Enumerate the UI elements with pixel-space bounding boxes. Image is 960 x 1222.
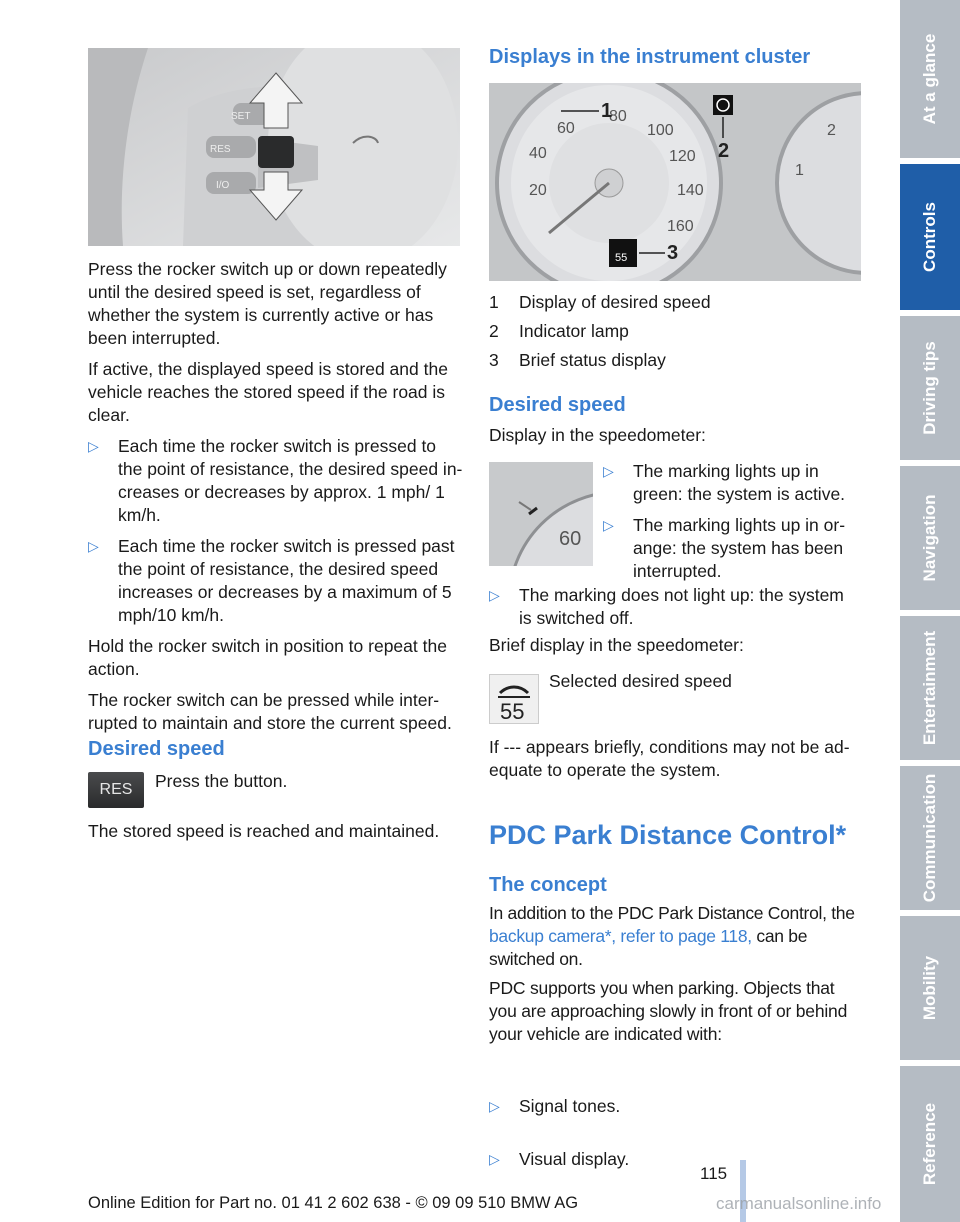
selected-speed-value: 55 [500,699,525,723]
triangle-bullet-icon: ▷ [489,587,500,603]
wheel-label-io: I/O [216,180,230,191]
rocker-para-2: If active, the displayed speed is stored and the vehicle reaches the stored speed if the road is clear. [88,359,448,425]
list-item: 3 Brief status display [489,350,666,370]
list-item: ▷ The marking does not light up: the system is switched off. [489,585,844,628]
speedometer-marking-figure [489,462,593,566]
legend-list [489,291,861,378]
tab-navigation[interactable]: Navigation [900,466,960,610]
list-item: 2 Indicator lamp [489,321,629,341]
press-button-text: Press the button. [155,771,288,791]
tab-reference[interactable]: Reference [900,1066,960,1222]
triangle-bullet-icon: ▷ [603,463,614,479]
selected-speed-icon [489,674,539,724]
chapter-tabs [900,0,960,1222]
callout-1: 1 [601,100,613,122]
pdc-para: PDC supports you when parking. Objects that you are approaching slowly in front of or behind your vehicle are indicated with: [489,978,848,1044]
speedo-tick: 140 [677,182,704,199]
rocker-para-1: Press the rocker switch up or down repeatedly until the desired speed is set, regardless of whether the system is currently active or has been interrupted. [88,259,447,348]
tab-entertainment[interactable]: Entertainment [900,616,960,760]
callout-2: 2 [718,140,730,162]
list-item: 1 Display of desired speed [489,292,711,312]
speedo-tick: 20 [529,182,547,199]
list-item: ▷ Each time the rocker switch is pressed past the point of resistance, the desired speed increases or decreases by a maximum of 5 mph/10 km/h. [88,536,455,625]
display-in-speedometer-text: Display in the speedometer: [489,425,706,445]
tab-driving-tips[interactable]: Driving tips [900,316,960,460]
speedo-tick: 40 [529,145,547,162]
speedo-tick: 120 [669,148,696,165]
triangle-bullet-icon: ▷ [603,517,614,533]
edition-footer: Online Edition for Part no. 01 41 2 602 638 - © 09 09 510 BMW AG [88,1194,579,1212]
watermark: carmanualsonline.info [716,1194,882,1213]
tab-communication[interactable]: Communication [900,766,960,910]
pdc-heading: PDC Park Distance Control* [489,820,847,850]
displays-heading: Displays in the instrument cluster [489,46,811,68]
rocker-para-4: The rocker switch can be pressed while inter-rupted to maintain and store the current speed. [88,690,452,733]
instrument-cluster-figure [489,83,861,281]
tab-mobility[interactable]: Mobility [900,916,960,1060]
wheel-label-set: SET [231,111,251,122]
triangle-bullet-icon: ▷ [88,438,99,454]
if-dashes-text: If --- appears briefly, conditions may not be ad-equate to operate the system. [489,737,850,780]
tacho-tick: 1 [795,162,804,179]
cluster-illustration [489,83,861,281]
desired-speed-heading-left: Desired speed [88,738,225,760]
steering-wheel-figure [88,48,460,246]
tab-at-a-glance[interactable]: At a glance [900,0,960,158]
stored-speed-text: The stored speed is reached and maintained. [88,821,440,841]
marking-tick-value: 60 [559,528,582,550]
rocker-para-3: Hold the rocker switch in position to repeat the action. [88,636,447,679]
backup-camera-link[interactable]: backup camera*, refer to page 118, [489,926,752,946]
brief-status-value: 55 [615,252,628,264]
indicator-lamp-icon [713,95,733,115]
tab-controls[interactable]: Controls [900,164,960,310]
concept-text: In addition to the PDC Park Distance Control, the backup camera*, refer to page 118, can be switched on. [489,903,855,969]
list-item: ▷ The marking lights up in green: the system is active. [603,461,846,504]
speedo-tick: 100 [647,122,674,139]
brief-display-text: Brief display in the speedometer: [489,635,744,655]
triangle-bullet-icon: ▷ [88,538,99,554]
list-item: ▷ The marking lights up in or-ange: the system has been interrupted. [603,515,846,581]
triangle-bullet-icon: ▷ [489,1098,500,1114]
list-item: ▷ Each time the rocker switch is pressed to the point of resistance, the desired speed in-creases or decreases by approx. 1 mph/ 1 km/h. [88,436,463,525]
list-item: ▷ Visual display. [489,1149,630,1169]
speedo-tick: 60 [557,120,575,137]
callout-3: 3 [667,242,679,264]
triangle-bullet-icon: ▷ [489,1151,500,1167]
desired-speed-heading-right: Desired speed [489,394,626,416]
rocker-switch-illustration [88,48,460,246]
wheel-label-res: RES [210,144,231,155]
page-number: 115 [700,1164,728,1183]
speedo-tick: 160 [667,218,694,235]
selected-speed-text: Selected desired speed [549,671,732,691]
res-button-icon: RES [88,772,144,808]
speedo-tick: 80 [609,108,627,125]
list-item: ▷ Signal tones. [489,1096,621,1116]
marking-illustration [489,462,593,566]
concept-heading: The concept [489,874,607,896]
tacho-tick: 2 [827,122,836,139]
